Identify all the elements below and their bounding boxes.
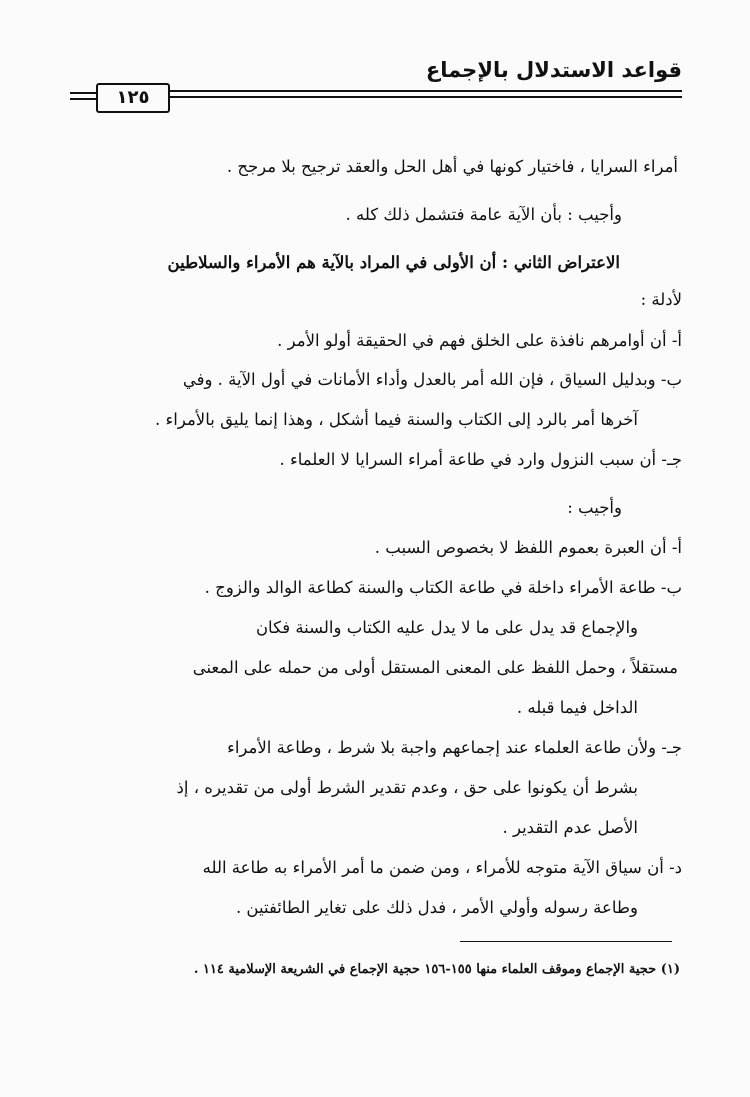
body-line: الاعتراض الثاني : أن الأولى في المراد بالآية هم الأمراء والسلاطين: [167, 253, 620, 272]
body-line: مستقلاً ، وحمل اللفظ على المعنى المستقل أولى من حمله على المعنى: [192, 658, 678, 677]
body-line: الداخل فيما قبله .: [516, 698, 638, 717]
header-rule-top: [162, 90, 682, 92]
body-line: آخرها أمر بالرد إلى الكتاب والسنة فيما أشكل ، وهذا إنما يليق بالأمراء .: [155, 410, 638, 429]
body-line: جـ- أن سبب النزول وارد في طاعة أمراء السرايا لا العلماء .: [279, 450, 682, 469]
page-number: ١٢٥: [96, 83, 170, 113]
body-line: جـ- ولأن طاعة العلماء عند إجماعهم واجبة بلا شرط ، وطاعة الأمراء: [227, 738, 682, 757]
body-line: أ- أن أوامرهم نافذة على الخلق فهم في الحقيقة أولو الأمر .: [277, 331, 682, 350]
running-title: قواعد الاستدلال بالإجماع: [425, 58, 682, 82]
body-line: لأدلة :: [640, 290, 682, 309]
body-line: ب- وبدليل السياق ، فإن الله أمر بالعدل وأداء الأمانات في أول الآية . وفي: [182, 370, 682, 389]
body-line: وأجيب : بأن الآية عامة فتشمل ذلك كله .: [345, 205, 622, 224]
footnote: (١) حجية الإجماع وموقف العلماء منها ١٥٥-١٥٦ حجية الإجماع في الشريعة الإسلامية ١١٤ .: [193, 962, 680, 977]
body-line: وأجيب :: [567, 498, 622, 517]
body-line: والإجماع قد يدل على ما لا يدل عليه الكتاب والسنة فكان: [255, 618, 638, 637]
header-rule-bottom: [162, 96, 682, 98]
body-line: د- أن سياق الآية متوجه للأمراء ، ومن ضمن ما أمر الأمراء به طاعة الله: [202, 858, 682, 877]
body-line: الأصل عدم التقدير .: [502, 818, 638, 837]
body-line: بشرط أن يكونوا على حق ، وعدم تقدير الشرط أولى من تقديره ، إذ: [176, 778, 638, 797]
body-line: أ- أن العبرة بعموم اللفظ لا بخصوص السبب .: [374, 538, 682, 557]
page-header: [70, 56, 682, 116]
body-line: أمراء السرايا ، فاختيار كونها في أهل الحل والعقد ترجيح بلا مرجح .: [226, 157, 678, 176]
footnote-rule: [460, 941, 672, 942]
body-line: ب- طاعة الأمراء داخلة في طاعة الكتاب والسنة كطاعة الوالد والزوج .: [204, 578, 682, 597]
body-line: وطاعة رسوله وأولي الأمر ، فدل ذلك على تغاير الطائفتين .: [235, 898, 638, 917]
